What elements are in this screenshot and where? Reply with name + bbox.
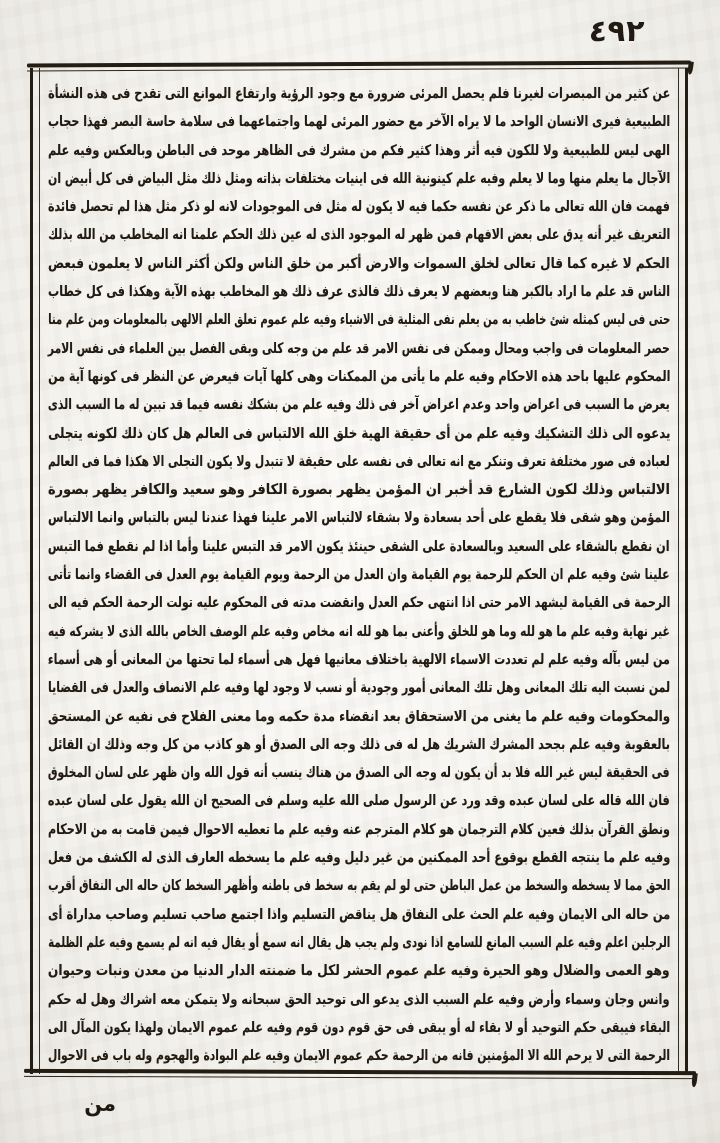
text-line-content: المحكوم عليها باحد هذه الاحكام وفيه علم ما يأتى من الممكنات وهى كلها آيات فيعرض عن النظر فى كونها آية من (47, 368, 670, 385)
text-line-content: الآجال ما يعلم منها وما لا يعلم وفيه علم كينونية الله فى اينيات مختلفات بذاته ومثل ذلك مثل البياض فى كل أبيض ان (47, 170, 670, 187)
bottom-rule-end-hook (691, 1073, 697, 1087)
text-line (48, 306, 670, 334)
text-line-content: والمحكومات وفيه علم ما يغنى من الاستحقاق بعد انقضاء مدة حكمه وما معنى الفلاح فى نفيه عن المستحق (47, 708, 670, 725)
text-line-content: من ليس بآله وفيه علم لم تعددت الاسماء الالهية باختلاف معانيها فهل هى أسماء لما تحتها من المعانى أو هى أسماء (48, 651, 670, 668)
text-line-content: فى الحقيقة ليس غير الله فلا بد أن يكون له وجه الى الصدق من هناك ينسب أنه قول الله وان ظهر على لسان المخلوق (48, 765, 670, 782)
text-line (48, 872, 670, 900)
text-line (48, 278, 670, 306)
text-line (48, 165, 670, 193)
text-line-content: من حاله الى الايمان وفيه علم الحث على النفاق هل يناقض التسليم واذا اجتمع صاحب تسليم وصاحب مداراة أى (47, 906, 670, 923)
text-line-content: وفيه علم ما ينتجه القطع بوقوع أحد الممكنين من غير دليل وفيه علم ما يسخطه العارف الذى له الكشف من فعل (47, 850, 670, 867)
text-line (48, 703, 670, 731)
text-line-content: الطبيعية فيرى الانسان الواحد ما لا يراه الآخر مع حضور المرئى لهما واجتماعهما فى سلامة حاسة البصر فهذا حجاب (47, 114, 670, 131)
text-line-content: غير نهاية وفيه علم ما هو لله وما هو للخلق وأعنى بما هو لله انه مخاص وفيه علم الوصف الخاص بالله الذى لا يشركه فيه (48, 623, 670, 640)
text-line-content: الرجلين اعلم وفيه علم السبب المانع للسامع اذا نودى ولم يجب هل يقال انه سمع أو يقال فيه انه لم يسمع وفيه علم الظلمة (47, 934, 670, 951)
text-line (48, 589, 670, 617)
text-line (48, 193, 670, 221)
text-line (48, 80, 670, 108)
text-line-content: عن كثير من المبصرات لغيرنا فلم يحصل المرئى ضرورة مع وجود الرؤية وارتفاع الموانع التى تقدح فى هذه النشأة (47, 86, 670, 102)
text-line (48, 1014, 670, 1042)
text-line (48, 504, 670, 532)
bottom-double-rule (24, 1069, 696, 1083)
top-rule-end-hook (687, 61, 694, 75)
body-text (48, 80, 670, 1070)
text-line (48, 1042, 670, 1070)
text-line-content: الالتباس وذلك لكون الشارع قد أخبر ان المؤمن يظهر بصورة الكافر وهو سعيد والكافر يظهر بصورة (48, 482, 670, 499)
text-line (48, 561, 670, 589)
text-line-content: يدعوه الى ذلك التشكيك وفيه علم من أى حقيقة الهية خلق الله الالتباس فى العالم هل كان ذلك لكونه يتجلى (47, 425, 670, 442)
text-line (48, 731, 670, 759)
text-line (48, 646, 670, 674)
text-line (48, 363, 670, 391)
text-line (48, 137, 670, 165)
page-number: ٤٩٢ (587, 14, 646, 49)
text-line-content: لعباده فى صور مختلفة تعرف وتنكر مع انه تعالى فى نفسه على حقيقة لا تتبدل ولا يكون التجلى الا هكذا فما فى العالم (48, 453, 670, 470)
text-line-content: بالعقوبة وفيه علم بجحد المشرك الشريك هل له فى ذلك وجه الى الصدق أو هو كاذب من كل وجه وذلك ان القائل (47, 736, 670, 753)
text-line-content: وانس وجان وسماء وأرض وفيه علم السبب الذى يدعو الى توحيد الحق سبحانه ولا يتمكن معه اشراك وهل له حكم (48, 991, 670, 1008)
text-line-content: ونطق القرآن بذلك فعين كلام الترجمان هو كلام المترجم عنه وفيه علم ما تعطيه الاحوال فيمن قامت به من الاحكام (48, 821, 670, 838)
text-line (48, 929, 670, 957)
bottom-rule-thin-line (24, 1075, 696, 1079)
text-line (48, 901, 670, 929)
text-line-content: حصر المعلومات فى واجب ومحال وممكن فى نفس الامر قد علم من وجه كلى وبقى الفصل بين العلماء فى نفس الامر (48, 340, 670, 357)
catchword-word: من (83, 1091, 117, 1117)
text-line (48, 108, 670, 136)
text-line (48, 674, 670, 702)
text-line (48, 391, 670, 419)
text-line (48, 816, 670, 844)
text-line (48, 533, 670, 561)
text-line (48, 618, 670, 646)
text-line-content: البقاء فيبقى حكم التوحيد أو لا بقاء له أو يبقى فى حق قوم دون قوم وفيه علم عموم الايمان ولهذا يكون المآل الى (47, 1019, 670, 1036)
text-line-content: الحكم لا غيره كما قال تعالى لخلق السموات والارض أكبر من خلق الناس ولكن أكثر الناس لا يعلمون فبعض (48, 255, 670, 272)
text-line-content: يعرض ما السبب فى اعراض واحد وعدم اعراض آخر فى ذلك وفيه علم من بشكك نفسه فيما قد تبين له ما السبب الذى (48, 397, 670, 414)
top-rule-thick-line (27, 61, 691, 68)
text-line-content: الناس قد علم ما اراد بالكبر هنا وبعضهم لا يعرف ذلك فالذى عرف ذلك هو المخاطب بهذه الآية وهكذا فى كل خطاب (47, 284, 670, 301)
text-line (48, 448, 670, 476)
text-line-content: التعريف غير أنه يدق على بعض الافهام فمن ظهر له الموجود الذى له عين ذلك الحكم علمنا انه المخاطب من الله بذلك (47, 227, 670, 244)
text-line (48, 957, 670, 985)
text-line-content: حتى فى ليس كمثله شئ خاطب به من يعلم نفى المثلية فى الاشياء وفيه علم عموم تعلق العلم الالهى بالمعلومات ومن علم منا (47, 312, 670, 329)
text-line-content: ان نقطع بالشقاء على السعيد وبالسعادة على الشقى حينئذ يكون الامر قد التبس علينا وأما اذا لم نقطع فما التبس (48, 538, 670, 555)
text-line-content: فهمت فان الله تعالى ما ذكر عن نفسه حكما فيه لا يكون له مثل فى الموجودات لانه لو ذكر مثل هذا لم تحصل فائدة (48, 199, 670, 216)
text-line (48, 221, 670, 249)
text-line-content: الهى ليس للطبيعية ولا للكون فيه أثر وهذا كثير فكم من مشرك فى الظاهر موحد فى الباطن وبالعكس وفيه علم (47, 142, 670, 159)
text-line (48, 844, 670, 872)
text-line-content: الرحمة فى القيامة ليشهد الامر حتى اذا انتهى حكم العدل وانقضت مدته فى المحكوم عليه تولت الرحمة الحكم فيه الى (47, 595, 670, 612)
text-line-content: لمن نسبت اليه تلك المعانى وهل تلك المعانى أمور وجودية أو نسب لا وجود لها وفيه علم الانصاف والعدل فى القضايا (47, 680, 670, 697)
text-line-content: وهو العمى والضلال وهو الحيرة وفيه علم عموم الحشر لكل ما ضمنته الدار الدنيا من معدن ونبات وحيوان (48, 963, 670, 980)
text-line-content: الحق مما لا يسخطه والسخط من عمل الباطن حتى لو لم يقم به سخط فى باطنه وأظهر السخط كان حاله الى النفاق أقرب (47, 878, 670, 895)
text-line (48, 250, 670, 278)
text-line (48, 759, 670, 787)
text-line-content: فان الله قاله على لسان عبده وقد ورد عن الرسول صلى الله عليه وسلم فى الصحيح ان الله يقول على لسان عبده (48, 793, 670, 810)
text-line (48, 420, 670, 448)
text-line-content: المؤمن وهو شقى فلا يقطع على أحد بسعادة ولا بشقاء لالتباس الامر علينا فهذا عندنا ليس بالتباس وانما الالتباس (48, 510, 670, 527)
text-line (48, 476, 670, 504)
text-line (48, 787, 670, 815)
text-line (48, 986, 670, 1014)
text-line (48, 335, 670, 363)
text-line-content: علينا شئ وفيه علم ان الحكم للرحمة يوم القيامة وان العدل من الرحمة ويوم القيامة يوم العدل فى القضاء وانما تأتى (48, 567, 670, 584)
text-line-content: الرحمة التى لا يرحم الله الا المؤمنين فانه من الرحمة حكم عموم الايمان وفيه علم البوادة والهجوم وله باب فى الاحوال (47, 1048, 670, 1065)
